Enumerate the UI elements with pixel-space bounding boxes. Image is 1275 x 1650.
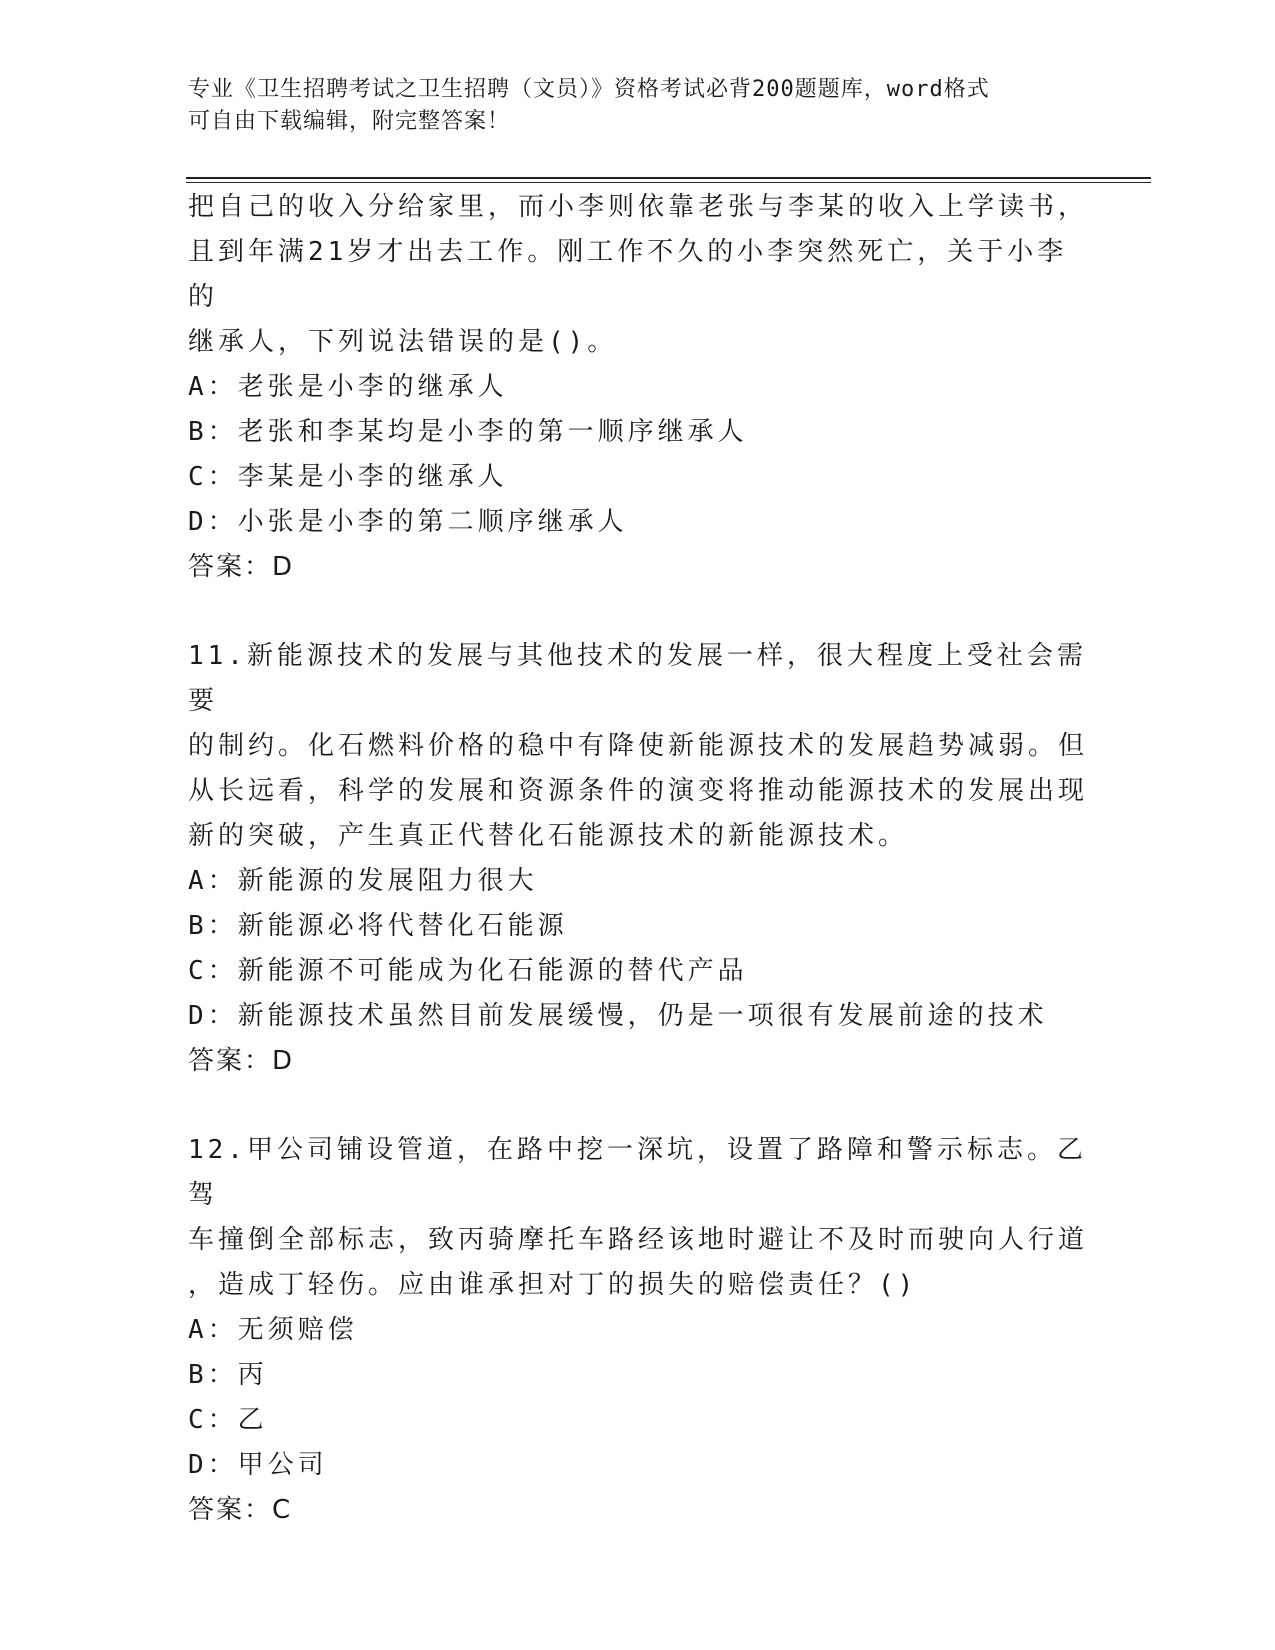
answer-line: 答案：D	[188, 552, 295, 582]
question-stem-line: 从长远看，科学的发展和资源条件的演变将推动能源技术的发展出现	[188, 776, 1089, 806]
option-c: C：李某是小李的继承人	[188, 462, 508, 492]
option-c: C：新能源不可能成为化石能源的替代产品	[188, 956, 748, 986]
question-10-continued	[188, 185, 1088, 590]
question-stem-line: 11.新能源技术的发展与其他技术的发展一样，很大程度上受社会需要	[188, 641, 1087, 716]
answer-line: 答案：D	[188, 1046, 295, 1076]
question-stem-line: 车撞倒全部标志，致丙骑摩托车路经该地时避让不及时而驶向人行道	[188, 1225, 1089, 1255]
question-stem-line: 12.甲公司铺设管道，在路中挖一深坑，设置了路障和警示标志。乙驾	[188, 1135, 1087, 1210]
question-12	[188, 1128, 1088, 1533]
option-d: D：小张是小李的第二顺序继承人	[188, 507, 628, 537]
question-stem-line: 继承人，下列说法错误的是()。	[188, 327, 618, 357]
question-stem-line: 且到年满21岁才出去工作。刚工作不久的小李突然死亡，关于小李的	[188, 237, 1068, 312]
header-title-line-1: 专业《卫生招聘考试之卫生招聘（文员）》资格考试必背200题题库，word格式	[188, 77, 990, 102]
header-divider-thin	[186, 182, 1151, 183]
option-d: D：甲公司	[188, 1450, 328, 1480]
question-stem-line: 的制约。化石燃料价格的稳中有降使新能源技术的发展趋势减弱。但	[188, 731, 1089, 761]
question-stem-line: 把自己的收入分给家里，而小李则依靠老张与李某的收入上学读书，	[188, 192, 1089, 222]
option-b: B：丙	[188, 1360, 268, 1390]
option-a: A：无须赔偿	[188, 1315, 358, 1345]
option-b: B：老张和李某均是小李的第一顺序继承人	[188, 417, 748, 447]
answer-line: 答案：C	[188, 1495, 293, 1525]
question-stem-line: 新的突破，产生真正代替化石能源技术的新能源技术。	[188, 821, 909, 851]
option-c: C：乙	[188, 1405, 268, 1435]
header-title-line-2: 可自由下载编辑，附完整答案！	[188, 109, 511, 134]
option-a: A：老张是小李的继承人	[188, 372, 508, 402]
header-divider-thick	[186, 177, 1151, 179]
document-header	[188, 74, 1068, 138]
option-a: A：新能源的发展阻力很大	[188, 866, 538, 896]
option-b: B：新能源必将代替化石能源	[188, 911, 568, 941]
question-11	[188, 634, 1088, 1084]
option-d: D：新能源技术虽然目前发展缓慢，仍是一项很有发展前途的技术	[188, 1001, 1048, 1031]
question-stem-line: ，造成丁轻伤。应由谁承担对丁的损失的赔偿责任？()	[188, 1270, 918, 1300]
question-list	[188, 185, 1088, 1533]
